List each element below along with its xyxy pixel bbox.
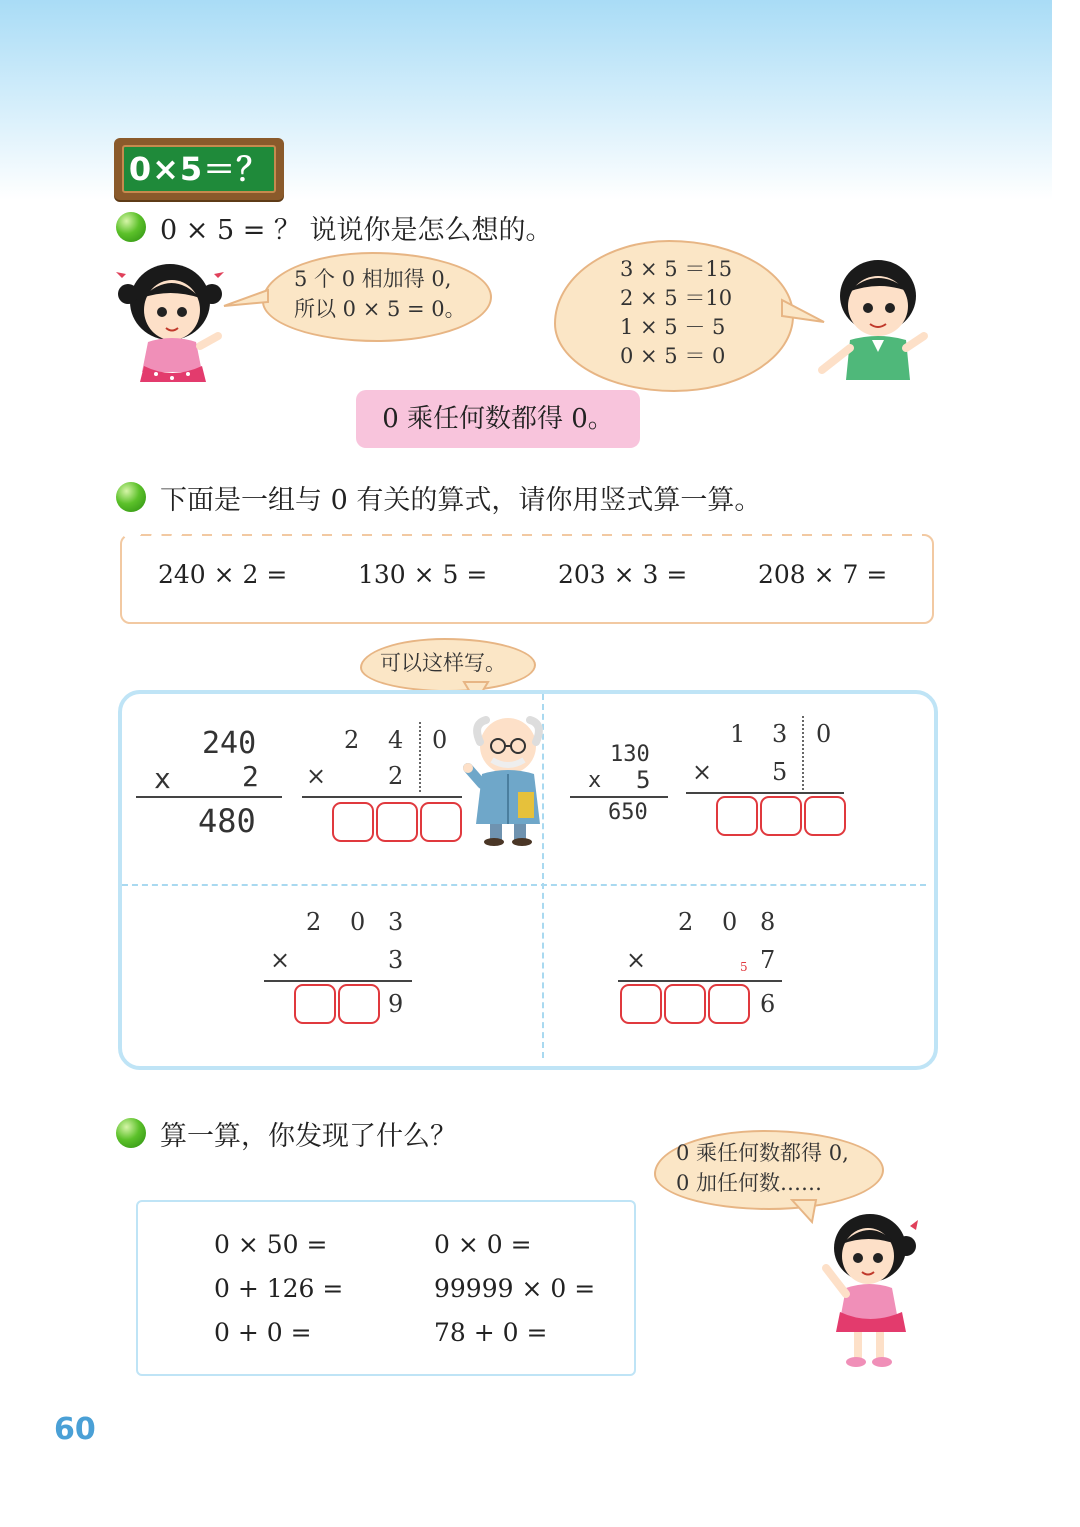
green-bullet-icon [116, 212, 146, 242]
calc-d-digit-3: 8 [760, 908, 776, 936]
calc-a-digit-1: 2 [344, 726, 360, 754]
calc-b-hand-top: 130 [610, 742, 650, 767]
answer-box[interactable] [338, 984, 380, 1024]
answer-box[interactable] [332, 802, 374, 842]
panel-divider-horizontal [122, 884, 926, 886]
calc-a-multiplier: 2 [388, 762, 404, 790]
calc-d-mult-sign: × [626, 946, 647, 974]
girl-illustration [112, 258, 232, 390]
boy-illustration [814, 254, 932, 384]
calc-a-line [302, 796, 462, 798]
answer-box[interactable] [664, 984, 706, 1024]
calc-b-mult-sign: × [692, 758, 713, 786]
calc-b-hand-mult: x [588, 768, 602, 793]
page-number: 60 [54, 1412, 96, 1447]
calc-c-digit-2: 0 [350, 908, 366, 936]
answer-box[interactable] [760, 796, 802, 836]
calc-a-hand-result: 480 [198, 802, 256, 840]
title-board [114, 138, 284, 200]
calc-a-digit-2: 4 [388, 726, 404, 754]
calc-left-1: 0 × 50 = [214, 1230, 328, 1259]
calc-c-multiplier: 3 [388, 946, 404, 974]
calc-b-digit-1: 1 [730, 720, 746, 748]
calc-d-digit-2: 0 [722, 908, 738, 936]
calc-b-digit-2: 3 [772, 720, 788, 748]
boy-bubble-line-4: 0 × 5 ＝ 0 [620, 344, 726, 368]
calc-d-line [618, 980, 782, 982]
teacher-bubble-text: 可以这样写。 [380, 651, 506, 675]
calc-d-multiplier: 7 [760, 946, 776, 974]
girl-bubble-line-1: 5 个 0 相加得 0, [294, 267, 452, 291]
calc-b-hand-line [570, 796, 668, 798]
calc-left-2: 0 + 126 = [214, 1274, 344, 1303]
calc-a-hand-top: 240 [202, 726, 257, 761]
green-bullet-icon [116, 1118, 146, 1148]
girl-bubble-line-2: 所以 0 × 5 = 0。 [294, 297, 466, 321]
calc-right-2: 99999 × 0 = [434, 1274, 596, 1303]
calc-b-multiplier: 5 [772, 758, 788, 786]
calc-b-line [686, 792, 844, 794]
expression-1: 240 × 2 = [158, 560, 288, 589]
answer-box[interactable] [294, 984, 336, 1024]
answer-box[interactable] [716, 796, 758, 836]
calc-a-digit-3: 0 [432, 726, 448, 754]
calc-b-digit-3: 0 [816, 720, 832, 748]
calc-left-3: 0 + 0 = [214, 1318, 312, 1347]
calc-c-digit-3: 3 [388, 908, 404, 936]
girl-pointing-illustration [814, 1206, 924, 1372]
question-1: 0 × 5 = ？ 说说你是怎么想的。 [160, 215, 553, 246]
calc-a-hand-bottom: 2 [242, 760, 259, 793]
green-bullet-icon [116, 482, 146, 512]
answer-box[interactable] [620, 984, 662, 1024]
calc-a-zero-separator [419, 722, 421, 792]
teacher-illustration [462, 712, 554, 848]
rule-highlight: 0 乘任何数都得 0。 [356, 390, 640, 448]
girl2-bubble-line-2: 0 加任何数…… [676, 1171, 823, 1195]
calc-a-mult-sign: × [306, 762, 327, 790]
expression-4: 208 × 7 = [758, 560, 888, 589]
question-2: 下面是一组与 0 有关的算式，请你用竖式算一算。 [160, 485, 762, 516]
answer-box[interactable] [420, 802, 462, 842]
answer-box[interactable] [708, 984, 750, 1024]
boy-bubble-line-3: 1 × 5 － 5 [620, 315, 726, 339]
calc-right-3: 78 + 0 = [434, 1318, 548, 1347]
calc-c-digit-1: 2 [306, 908, 322, 936]
calc-a-hand-line [136, 796, 282, 798]
question-3: 算一算，你发现了什么？ [160, 1121, 457, 1152]
title-board-text: 0×5＝？ [122, 145, 276, 193]
expression-3: 203 × 3 = [558, 560, 688, 589]
calc-c-line [264, 980, 412, 982]
expression-2: 130 × 5 = [358, 560, 488, 589]
answer-box[interactable] [376, 802, 418, 842]
calc-b-hand-bottom: 5 [636, 766, 651, 794]
boy-bubble-line-2: 2 × 5 ＝10 [620, 286, 733, 310]
calc-a-hand-mult: x [154, 762, 171, 795]
girl2-bubble-line-1: 0 乘任何数都得 0, [676, 1141, 849, 1165]
calc-d-last-digit: 6 [760, 990, 776, 1018]
calc-d-digit-1: 2 [678, 908, 694, 936]
calc-b-zero-separator [802, 716, 804, 790]
calc-b-hand-result: 650 [608, 800, 648, 825]
calc-c-mult-sign: × [270, 946, 291, 974]
calc-d-carry: 5 [740, 960, 748, 974]
answer-box[interactable] [804, 796, 846, 836]
girl-bubble-tail [222, 288, 270, 310]
boy-bubble-line-1: 3 × 5 ＝15 [620, 257, 733, 281]
calc-c-last-digit: 9 [388, 990, 404, 1018]
calc-right-1: 0 × 0 = [434, 1230, 532, 1259]
